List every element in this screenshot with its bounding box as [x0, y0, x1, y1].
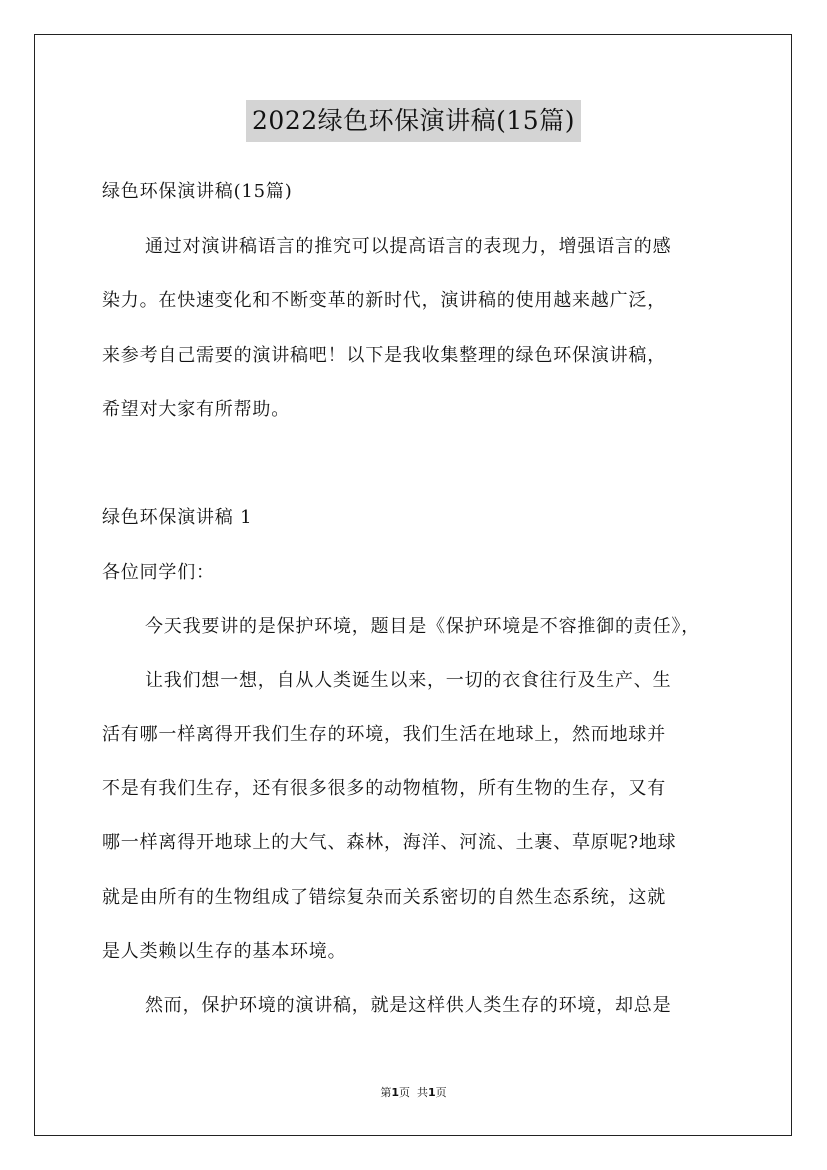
- document-subtitle: 绿色环保演讲稿(15篇): [102, 181, 293, 202]
- page-footer: [0, 1084, 827, 1100]
- intro-line: 来参考自己需要的演讲稿吧！以下是我收集整理的绿色环保演讲稿，: [102, 345, 666, 366]
- total-suffix: 页: [435, 1086, 447, 1099]
- intro-line: 染力。在快速变化和不断变革的新时代，演讲稿的使用越来越广泛，: [102, 290, 666, 311]
- paragraph-line: 然而，保护环境的演讲稿，就是这样供人类生存的环境，却总是: [145, 995, 672, 1016]
- paragraph-line: 不是有我们生存，还有很多很多的动物植物，所有生物的生存，又有: [102, 778, 666, 799]
- total-prefix: 共: [417, 1086, 428, 1099]
- paragraph-line: 让我们想一想，自从人类诞生以来，一切的衣食往行及生产、生: [145, 670, 672, 691]
- page-prefix: 第: [380, 1086, 392, 1099]
- page-suffix: 页: [399, 1086, 410, 1099]
- document-title: 2022绿色环保演讲稿(15篇): [246, 100, 581, 142]
- greeting: 各位同学们：: [102, 562, 215, 583]
- paragraph-line: 哪一样离得开地球上的大气、森林，海洋、河流、土裹、草原呢?地球: [102, 832, 677, 853]
- paragraph-line: 今天我要讲的是保护环境，题目是《保护环境是不容推御的责任》，: [145, 616, 700, 637]
- page-number: 1: [391, 1086, 399, 1099]
- intro-line: 希望对大家有所帮助。: [102, 399, 290, 420]
- paragraph-line: 就是由所有的生物组成了错综复杂而关系密切的自然生态系统，这就: [102, 887, 666, 908]
- paragraph-line: 是人类赖以生存的基本环境。: [102, 941, 347, 962]
- total-number: 1: [428, 1086, 436, 1099]
- title-container: [0, 100, 827, 142]
- section-heading: 绿色环保演讲稿 1: [102, 507, 253, 528]
- intro-line: 通过对演讲稿语言的推究可以提高语言的表现力，增强语言的感: [145, 236, 672, 257]
- paragraph-line: 活有哪一样离得开我们生存的环境，我们生活在地球上，然而地球并: [102, 724, 666, 745]
